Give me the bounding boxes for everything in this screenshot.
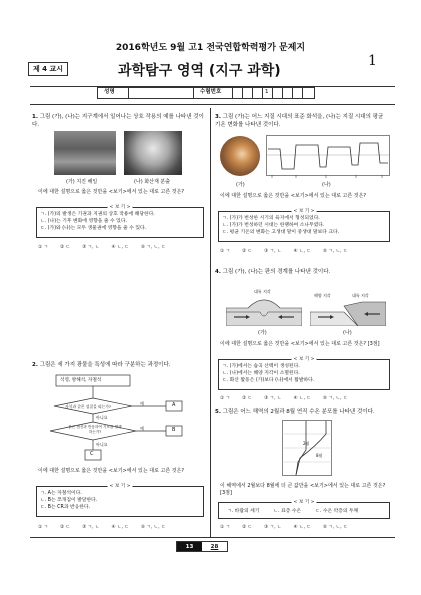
q5-bogi-title: < 보 기 > bbox=[293, 500, 315, 505]
q3-choice-2[interactable]: ② ㄷ bbox=[242, 249, 253, 254]
q1-image-b bbox=[124, 131, 182, 175]
header-rule-bottom bbox=[30, 104, 395, 105]
q2-flow-q2: 묽은 염산과 반응하여 기포를 발생하는가? bbox=[68, 425, 122, 434]
q4-bogi-item: ㄴ. (나)에서는 해양 지각이 소멸된다. bbox=[222, 371, 300, 376]
q1-bogi-item: ㄱ. (가)의 발생은 기권과 지권의 상호 작용에 해당한다. bbox=[40, 212, 155, 217]
exam-no-digit: 1 bbox=[265, 89, 269, 95]
page-number: 1 bbox=[368, 53, 377, 69]
q1-bogi-item: ㄴ. (나)는 기후 변화에 영향을 줄 수 있다. bbox=[40, 219, 127, 224]
q2-choice-4[interactable]: ④ ㄴ, ㄷ bbox=[111, 525, 129, 530]
q3-choice-4[interactable]: ④ ㄴ, ㄷ bbox=[293, 249, 311, 254]
q1-caption-a: (가) 지진 해일 bbox=[66, 179, 98, 185]
question-2 bbox=[32, 362, 204, 370]
question-4 bbox=[215, 269, 390, 277]
q4-number: 4. bbox=[215, 269, 221, 275]
q4-caption-b: (나) bbox=[343, 330, 352, 336]
q2-bogi-title: < 보 기 > bbox=[109, 484, 131, 489]
subject-title: 과학탐구 영역 (지구 과학) bbox=[118, 63, 281, 79]
session-label: 제 4 교시 bbox=[32, 65, 64, 73]
q5-number: 5. bbox=[215, 409, 221, 415]
q4-choice-2[interactable]: ② ㄷ bbox=[242, 396, 253, 401]
q4-bogi-title: < 보 기 > bbox=[293, 357, 315, 362]
q2-box-a: A bbox=[172, 402, 176, 408]
q2-choices bbox=[38, 524, 166, 530]
q4-stem: 그림 (가), (나)는 판의 경계를 나타낸 것이다. bbox=[222, 269, 331, 275]
q1-number: 1. bbox=[32, 114, 38, 120]
q3-stem: 그림 (가)는 어느 지질 시대의 표준 화석을, (나)는 지질 시대의 평균 기온 변화를 나타낸 것이다. bbox=[215, 114, 384, 128]
q2-no-1: 아니요 bbox=[96, 415, 108, 420]
page-current: 13 bbox=[177, 542, 202, 551]
q1-stem: 그림 (가), (나)는 지구계에서 일어나는 상호 작용의 예를 나타낸 것이다. bbox=[32, 114, 204, 128]
q4-label-b1: 해양 지각 bbox=[314, 293, 331, 298]
q5-stem: 그림은 어느 해역의 2월과 8월 연직 수온 분포를 나타낸 것이다. bbox=[222, 409, 375, 415]
q5-choice-5[interactable]: ⑤ ㄱ, ㄴ, ㄷ bbox=[322, 525, 348, 530]
q2-flowchart bbox=[36, 372, 204, 466]
q2-bogi-box bbox=[36, 486, 204, 517]
q2-box-c: C bbox=[90, 451, 94, 457]
q4-bogi-item: ㄱ. (가)에서는 습곡 산맥이 생성된다. bbox=[222, 364, 300, 369]
q4-choice-1[interactable]: ① ㄱ bbox=[220, 396, 231, 401]
q5-choices bbox=[220, 524, 348, 530]
q3-number: 3. bbox=[215, 114, 221, 120]
q2-bogi-item: ㄷ. B는 CR과 반응한다. bbox=[40, 505, 91, 510]
q5-bogi-item: ㄱ. 바람의 세기 bbox=[227, 509, 260, 514]
q3-choice-5[interactable]: ⑤ ㄱ, ㄴ, ㄷ bbox=[322, 249, 348, 254]
q3-bogi-item: ㄱ. (가)가 번성한 시기의 육지에서 형성되었다. bbox=[222, 216, 320, 221]
session-box bbox=[28, 62, 68, 76]
q5-label-aug: 8월 bbox=[316, 453, 323, 458]
q2-choice-1[interactable]: ① ㄱ bbox=[38, 525, 49, 530]
q1-image-a bbox=[54, 131, 116, 175]
q5-choice-4[interactable]: ④ ㄴ, ㄷ bbox=[293, 525, 311, 530]
q1-choice-5[interactable]: ⑤ ㄱ, ㄴ, ㄷ bbox=[140, 245, 166, 250]
q3-fossil-image bbox=[220, 136, 260, 176]
exam-title: 2016학년도 9월 고1 전국연합학력평가 문제지 bbox=[115, 43, 306, 53]
q3-choice-1[interactable]: ① ㄱ bbox=[220, 249, 231, 254]
q4-choice-3[interactable]: ③ ㄱ, ㄴ bbox=[264, 396, 282, 401]
q3-bogi-item: ㄷ. 평균 기온의 변화는 고생대 말이 중생대 말보다 크다. bbox=[222, 230, 340, 235]
q2-stem: 그림은 세 가지 광물을 특성에 따라 구분하는 과정이다. bbox=[39, 362, 171, 368]
q3-temp-chart bbox=[266, 135, 390, 179]
q2-number: 2. bbox=[32, 362, 38, 368]
q1-bogi-box bbox=[36, 207, 204, 238]
question-5 bbox=[215, 409, 390, 417]
q3-caption-b: (나) bbox=[322, 182, 331, 188]
q5-temp-profile bbox=[282, 420, 332, 476]
question-1 bbox=[32, 114, 204, 129]
q4-choice-4[interactable]: ④ ㄴ, ㄷ bbox=[293, 396, 311, 401]
q3-question: 이에 대한 설명으로 옳은 것만을 <보기>에서 있는 대로 고른 것은? bbox=[220, 193, 367, 199]
page-indicator bbox=[176, 541, 228, 552]
question-3 bbox=[215, 114, 390, 129]
q3-bogi-item: ㄴ. (가)가 번성하던 시대는 한랭하여 소나무였다. bbox=[222, 223, 325, 228]
q4-choices bbox=[220, 395, 348, 401]
q4-bogi-item: ㄷ. 화산 활동은 (가)보다 (나)에서 활발하다. bbox=[222, 378, 315, 383]
q2-no-2: 아니요 bbox=[96, 442, 108, 447]
q5-choice-2[interactable]: ② ㄷ bbox=[242, 525, 253, 530]
q5-label-feb: 2월 bbox=[303, 441, 310, 446]
q2-bogi-item: ㄱ. A는 자철석이다. bbox=[40, 491, 82, 496]
q4-question: 이에 대한 설명으로 옳은 것만을 <보기>에서 있는 대로 고른 것은? [3점] bbox=[220, 341, 380, 347]
q3-choice-3[interactable]: ③ ㄱ, ㄴ bbox=[264, 249, 282, 254]
q2-box-b: B bbox=[172, 427, 176, 433]
q2-yes-1: 예 bbox=[140, 401, 144, 406]
q2-choice-5[interactable]: ⑤ ㄱ, ㄴ, ㄷ bbox=[140, 525, 166, 530]
q2-flow-q1: 자석과 같은 성질을 띠는가? bbox=[65, 404, 111, 409]
q5-bogi-item: ㄴ. 표층 수온 bbox=[273, 509, 302, 514]
q1-bogi-title: < 보 기 > bbox=[109, 205, 131, 210]
q3-caption-a: (가) bbox=[236, 182, 245, 188]
q1-choices bbox=[38, 244, 166, 250]
q3-bogi-box bbox=[218, 211, 390, 242]
q5-bogi-box bbox=[218, 502, 390, 519]
q4-label-b2: 대륙 지각 bbox=[352, 293, 369, 298]
q1-caption-b: (나) 화산재 분출 bbox=[134, 179, 171, 185]
q1-choice-2[interactable]: ② ㄷ bbox=[60, 245, 71, 250]
exam-no-label: 수험번호 bbox=[200, 89, 222, 95]
q1-bogi-item: ㄷ. (가)와 (나)는 모두 생물권에 영향을 줄 수 있다. bbox=[40, 226, 147, 231]
q5-question: 이 해역에서 2월보다 8월에 더 큰 값만을 <보기>에서 있는 대로 고른 것은? [3점] bbox=[220, 483, 386, 496]
q1-choice-3[interactable]: ③ ㄱ, ㄴ bbox=[82, 245, 100, 250]
q4-label-a1: 대륙 지각 bbox=[254, 289, 271, 294]
page-total: 28 bbox=[210, 544, 219, 550]
q3-choices bbox=[220, 248, 348, 254]
q2-question: 이에 대한 설명으로 옳은 것만을 <보기>에서 있는 대로 고른 것은? bbox=[38, 468, 185, 474]
q2-choice-3[interactable]: ③ ㄱ, ㄴ bbox=[82, 525, 100, 530]
q4-choice-5[interactable]: ⑤ ㄱ, ㄴ, ㄷ bbox=[322, 396, 348, 401]
q4-bogi-box bbox=[218, 359, 390, 390]
q1-choice-4[interactable]: ④ ㄴ, ㄷ bbox=[111, 245, 129, 250]
name-label: 성명 bbox=[104, 89, 115, 95]
q5-bogi-item: ㄷ. 수온 약층의 두께 bbox=[315, 509, 359, 514]
footer-rule bbox=[30, 537, 395, 538]
q2-bogi-item: ㄴ. B는 쪼개짐이 발달한다. bbox=[40, 498, 98, 503]
q5-choice-3[interactable]: ③ ㄱ, ㄴ bbox=[264, 525, 282, 530]
q1-choice-1[interactable]: ① ㄱ bbox=[38, 245, 49, 250]
q4-caption-a: (가) bbox=[258, 330, 267, 336]
q2-choice-2[interactable]: ② ㄷ bbox=[60, 525, 71, 530]
q3-bogi-title: < 보 기 > bbox=[293, 209, 315, 214]
q1-question: 이에 대한 설명으로 옳은 것만을 <보기>에서 있는 대로 고른 것은? bbox=[38, 189, 185, 195]
q2-yes-2: 예 bbox=[140, 426, 144, 431]
column-divider bbox=[210, 108, 211, 538]
q2-flow-top: 석영, 방해석, 자철석 bbox=[60, 378, 102, 383]
q5-choice-1[interactable]: ① ㄱ bbox=[220, 525, 231, 530]
